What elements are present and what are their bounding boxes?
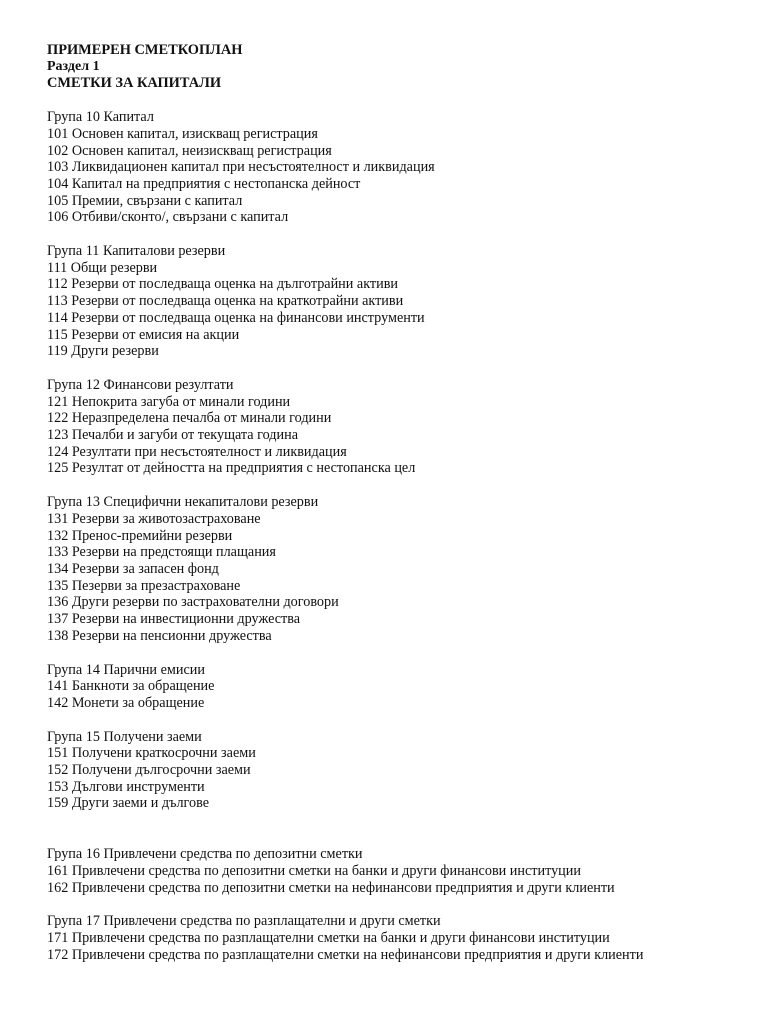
- account-group: [47, 243, 747, 360]
- account-line: 131 Резерви за животозастраховане: [47, 510, 261, 527]
- group-heading: Група 17 Привлечени средства по разплащателни и други сметки: [47, 913, 441, 930]
- account-line: 172 Привлечени средства по разплащателни сметки на нефинансови предприятия и други клиенти: [47, 946, 644, 963]
- group-heading: Група 16 Привлечени средства по депозитни сметки: [47, 846, 363, 863]
- group-heading: Група 10 Капитал: [47, 109, 154, 126]
- group-heading: Група 12 Финансови резултати: [47, 376, 234, 393]
- account-group: [47, 846, 747, 896]
- account-group: [47, 494, 747, 644]
- account-line: 112 Резерви от последваща оценка на дълготрайни активи: [47, 276, 399, 293]
- account-group: [47, 662, 747, 712]
- account-line: 122 Неразпределена печалба от минали години: [47, 410, 332, 427]
- account-line: 134 Резерви за запасен фонд: [47, 560, 219, 577]
- group-heading: Група 11 Капиталови резерви: [47, 243, 226, 260]
- group-heading: Група 14 Парични емисии: [47, 661, 205, 678]
- account-line: 136 Други резерви по застрахователни договори: [47, 594, 339, 611]
- account-line: 106 Отбиви/сконто/, свързани с капитал: [47, 209, 289, 226]
- account-line: 151 Получени краткосрочни заеми: [47, 745, 256, 762]
- account-line: 133 Резерви на предстоящи плащания: [47, 544, 276, 561]
- account-line: 104 Капитал на предприятия с нестопанска дейност: [47, 175, 361, 192]
- document-page: [47, 42, 747, 980]
- account-line: 102 Основен капитал, неизискващ регистрация: [47, 142, 332, 159]
- account-group: [47, 377, 747, 477]
- account-line: 153 Дългови инструменти: [47, 778, 205, 795]
- account-line: 113 Резерви от последваща оценка на краткотрайни активи: [47, 293, 404, 310]
- account-line: 123 Печалби и загуби от текущата година: [47, 427, 298, 444]
- account-line: 152 Получени дългосрочни заеми: [47, 762, 251, 779]
- account-line: 111 Общи резерви: [47, 259, 158, 276]
- account-group: [47, 109, 747, 226]
- account-line: 101 Основен капитал, изискващ регистрация: [47, 125, 318, 142]
- account-line: 119 Други резерви: [47, 343, 159, 360]
- section-title: СМЕТКИ ЗА КАПИТАЛИ: [47, 75, 222, 92]
- account-line: 114 Резерви от последваща оценка на финансови инструменти: [47, 309, 425, 326]
- document-header: [47, 42, 747, 92]
- account-line: 115 Резерви от емисия на акции: [47, 326, 240, 343]
- account-line: 125 Резултат от дейността на предприятия с нестопанска цел: [47, 460, 416, 477]
- account-line: 132 Пренос-премийни резерви: [47, 527, 233, 544]
- account-line: 138 Резерви на пенсионни дружества: [47, 627, 272, 644]
- account-line: 162 Привлечени средства по депозитни сметки на нефинансови предприятия и други клиенти: [47, 879, 615, 896]
- account-group: [47, 729, 747, 813]
- section-number: Раздел 1: [47, 58, 100, 74]
- account-line: 159 Други заеми и дългове: [47, 795, 210, 812]
- account-line: 124 Резултати при несъстоятелност и ликвидация: [47, 443, 347, 460]
- account-line: 135 Пезерви за презастраховане: [47, 577, 241, 594]
- account-line: 121 Непокрита загуба от минали години: [47, 393, 291, 410]
- account-line: 142 Монети за обращение: [47, 694, 205, 711]
- account-line: 171 Привлечени средства по разплащателни сметки на банки и други финансови институции: [47, 929, 610, 946]
- group-heading: Група 13 Специфични некапиталови резерви: [47, 494, 319, 511]
- account-group: [47, 913, 747, 963]
- group-heading: Група 15 Получени заеми: [47, 728, 202, 745]
- account-line: 103 Ликвидационен капитал при несъстоятелност и ликвидация: [47, 159, 435, 176]
- account-line: 161 Привлечени средства по депозитни сметки на банки и други финансови институции: [47, 862, 581, 879]
- account-line: 105 Премии, свързани с капитал: [47, 192, 243, 209]
- account-line: 141 Банкноти за обращение: [47, 678, 215, 695]
- document-title: ПРИМЕРЕН СМЕТКОПЛАН: [47, 42, 243, 58]
- account-line: 137 Резерви на инвестиционни дружества: [47, 611, 301, 628]
